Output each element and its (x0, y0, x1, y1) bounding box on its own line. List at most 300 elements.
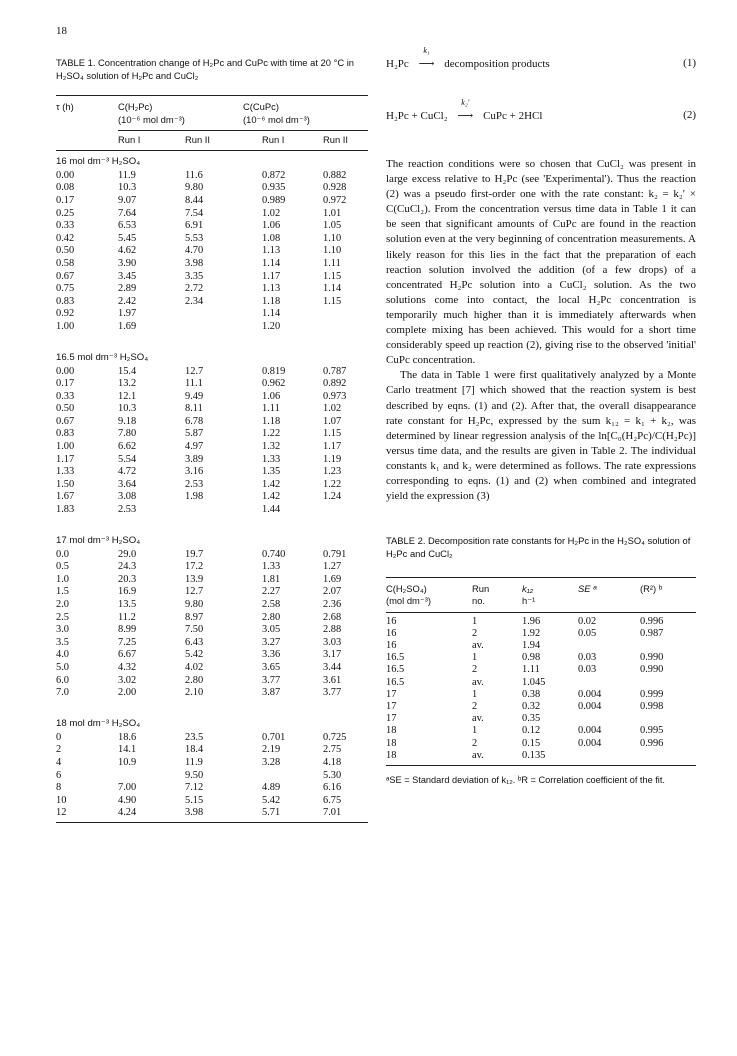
table-cell: 1.35 (262, 466, 281, 478)
table-cell: av. (472, 676, 484, 688)
table-row (56, 479, 368, 492)
table-cell: 3.17 (323, 649, 342, 661)
table-cell: 7.50 (185, 624, 204, 636)
table-cell: 2.89 (118, 283, 137, 295)
table-cell: 0.67 (56, 415, 75, 427)
table-cell: 9.18 (118, 415, 137, 427)
table1-section-label: 17 mol dm⁻³ H₂SO₄ (56, 534, 141, 546)
table-row (56, 195, 368, 208)
table-cell: 3.64 (118, 478, 137, 490)
run1-header-cupc: Run I (262, 131, 323, 147)
table-cell: 1 (472, 652, 478, 664)
table-row (56, 378, 368, 391)
table-row (56, 403, 368, 416)
table-cell: 17 (386, 713, 397, 725)
eq2-right: CuPc + 2HCl (483, 110, 543, 122)
table-cell: 6 (56, 769, 62, 781)
run2-header-cupc: Run II (323, 131, 368, 147)
table-cell: 5.53 (185, 232, 204, 244)
table-cell: 0.83 (56, 295, 75, 307)
equation-1 (386, 46, 696, 70)
eq2-rate-constant: k₂′ (461, 98, 470, 107)
table-cell: 5.42 (262, 794, 281, 806)
table-cell: 17.2 (185, 561, 204, 573)
table-cell: 10 (56, 794, 67, 806)
table-cell: 4.70 (185, 245, 204, 257)
table-cell: 0.03 (578, 652, 597, 664)
table-row (56, 586, 368, 599)
table-cell (640, 677, 696, 689)
table-cell: 10.3 (118, 182, 137, 194)
table-cell: 11.9 (185, 756, 203, 768)
table-row (56, 208, 368, 221)
table-cell: 4.97 (185, 441, 204, 453)
table-cell: 7.54 (185, 207, 204, 219)
table-cell: 2.80 (262, 611, 281, 623)
table-cell: 0.004 (578, 737, 602, 749)
table-cell: 2.42 (118, 295, 137, 307)
table1-bottom-rule (56, 822, 368, 823)
table-row (56, 428, 368, 441)
table-cell: 3.45 (118, 270, 137, 282)
table-cell: 6.53 (118, 220, 137, 232)
table-cell: 3.27 (262, 636, 281, 648)
table-cell: 6.78 (185, 415, 204, 427)
t2-col-run: Run (472, 583, 490, 595)
table-cell: 8.97 (185, 611, 204, 623)
table-cell: 0.35 (522, 713, 541, 725)
table-cell: 0.787 (323, 365, 347, 377)
table-cell: 4 (56, 756, 62, 768)
table-cell (262, 770, 323, 783)
table-row (56, 504, 368, 517)
equations-block (386, 46, 696, 157)
table-cell: 0.989 (262, 194, 286, 206)
table-cell: 2.80 (185, 674, 204, 686)
table-cell: 1.17 (323, 441, 342, 453)
table-cell: 4.32 (118, 661, 137, 673)
table-cell: 0.996 (640, 737, 664, 749)
table-row (56, 441, 368, 454)
col-tau-header: τ (h) (56, 101, 74, 112)
table-row (386, 701, 696, 713)
table-row (56, 491, 368, 504)
table-row (56, 732, 368, 745)
table-cell: 2.58 (262, 599, 281, 610)
table-cell: 1.15 (323, 270, 342, 282)
table-cell: 4.24 (118, 807, 137, 819)
table-cell: 11.1 (185, 378, 203, 390)
table-cell: 2 (472, 737, 478, 749)
table-cell: 0.98 (522, 652, 541, 664)
table-row (56, 308, 368, 321)
table-cell: 4.0 (56, 649, 69, 661)
table-cell: 11.6 (185, 169, 203, 181)
table-cell: 16.9 (118, 586, 137, 598)
eq1-right: decomposition products (444, 58, 550, 70)
table-cell: 0.0 (56, 548, 69, 560)
table-row (386, 738, 696, 750)
table-cell: 12.1 (118, 390, 137, 402)
table-cell: 1.01 (323, 207, 342, 219)
table-cell: 5.42 (185, 649, 204, 661)
table-cell: 7.0 (56, 687, 69, 699)
table-cell (323, 321, 368, 334)
body-paragraph-1: The reaction conditions were so chosen that CuCl₂ was present in large excess relative to H₂Pc (see 'Experimental'). Thus the reaction (2) was a pseudo first-order one with the rate constant: k₂ = k₂′ × C(CuCl₂). From the concentration versus time data in Table 1 it can be seen that significant amounts of CuPc are found in the reaction solution even at the very beginning of concentration measurements. A likely reason for this lies in the fact that the preparation of each reaction solution involved the addition (of a few drops) of a concentrated H₂Pc solution into a CuCl₂ solution. As the two solutions come into contact, the local H₂Pc concentration is temporarily much higher than it is immediately afterwards when complete mixing has been achieved. This would for a short time considerably speed up reaction (2), giving rise to the observed 'initial' CuPc concentration. (386, 158, 696, 367)
table-cell: 8.44 (185, 194, 204, 206)
table-cell: 2.72 (185, 283, 204, 295)
table-row (386, 689, 696, 701)
table-row (56, 391, 368, 404)
table-cell: 1.13 (262, 283, 281, 295)
eq2-arrow: k₂′ ⟶ (450, 109, 480, 122)
table-cell: 1.27 (323, 561, 342, 573)
table-cell: 3.02 (118, 674, 137, 686)
table-cell: 1.24 (323, 491, 342, 503)
table-row (56, 182, 368, 195)
table-cell: 18.6 (118, 731, 137, 743)
table-cell: 2.36 (323, 599, 342, 610)
table-cell: 5.54 (118, 453, 137, 465)
table-cell: 0.004 (578, 725, 602, 737)
table-cell: 1.83 (56, 504, 75, 516)
table1-header (56, 101, 368, 126)
table-cell: 3.5 (56, 636, 69, 648)
table-cell: 20.3 (118, 573, 137, 585)
table-cell: 1.20 (262, 320, 281, 332)
table2-header-rule (386, 612, 696, 613)
col-cupc-header: C(CuPc) (243, 101, 279, 112)
table-cell: 16.5 (386, 676, 405, 688)
table-cell: 0.935 (262, 182, 286, 194)
table-row (386, 750, 696, 762)
table-row (56, 170, 368, 183)
table-row (56, 549, 368, 562)
table1-section-label: 18 mol dm⁻³ H₂SO₄ (56, 717, 141, 729)
table-cell: 0.02 (578, 615, 597, 627)
table-cell: 3.16 (185, 466, 204, 478)
table1-section-table (56, 366, 368, 517)
table-row (56, 466, 368, 479)
table-cell: 1.0 (56, 573, 69, 585)
table-cell: 12 (56, 807, 67, 819)
table-cell: 16 (386, 627, 397, 639)
table-cell: 6.16 (323, 782, 342, 794)
table-cell: 0.928 (323, 182, 347, 194)
table-cell: 3.61 (323, 674, 342, 686)
table-cell: 23.5 (185, 731, 204, 743)
table-cell: 2 (472, 664, 478, 676)
table-cell: 0.973 (323, 390, 347, 402)
table-cell: 0 (56, 731, 62, 743)
table-cell: 7.64 (118, 207, 137, 219)
table-cell: 1.33 (56, 466, 75, 478)
table-cell: 13.2 (118, 378, 137, 390)
table-cell: 1.11 (323, 257, 341, 269)
table-cell: 1.11 (522, 664, 540, 676)
table-row (386, 652, 696, 664)
table-cell: 0.00 (56, 169, 75, 181)
table-cell: 16 (386, 615, 397, 627)
table-cell: 5.45 (118, 232, 137, 244)
table-cell: 0.00 (56, 365, 75, 377)
table-cell: 0.17 (56, 378, 75, 390)
table-cell: 1.14 (262, 257, 281, 269)
table-cell: 0.972 (323, 194, 347, 206)
table-cell: 1.10 (323, 232, 342, 244)
table-cell: 0.999 (640, 688, 664, 700)
table-cell: 18 (386, 737, 397, 749)
table-cell: 1.06 (262, 220, 281, 232)
table-row (56, 795, 368, 808)
table-row (56, 271, 368, 284)
table-cell: 2 (472, 627, 478, 639)
table-cell: 1.33 (262, 561, 281, 573)
table-row (56, 561, 368, 574)
table-cell: 0.33 (56, 220, 75, 232)
table-cell: 1 (472, 725, 478, 737)
table-cell: 1.045 (522, 676, 546, 688)
table-cell: 6.67 (118, 649, 137, 661)
table1-header-rule (56, 150, 368, 151)
table-cell: 1.42 (262, 478, 281, 490)
table-row (56, 366, 368, 379)
table-row (386, 677, 696, 689)
table-cell: 2.27 (262, 586, 281, 598)
table-row (56, 296, 368, 309)
table-cell: 1.08 (262, 232, 281, 244)
table-cell: 0.08 (56, 182, 75, 194)
eq1-left: H₂Pc (386, 58, 409, 70)
table-cell: 10.9 (118, 756, 137, 768)
table-cell: 0.05 (578, 627, 597, 639)
table1-section-table (56, 732, 368, 820)
table-cell: 17 (386, 688, 397, 700)
table-cell: 1.10 (323, 245, 342, 257)
table-cell: 1.17 (56, 453, 75, 465)
table-cell: 3.05 (262, 624, 281, 636)
table-cell: 0.819 (262, 365, 286, 377)
table-cell (185, 504, 262, 517)
table-cell: av. (472, 713, 484, 725)
table-cell: 6.43 (185, 636, 204, 648)
table-cell: 6.91 (185, 220, 204, 232)
table-cell: 1.92 (522, 627, 541, 639)
body-paragraph-2: The data in Table 1 were first qualitatively analyzed by a Monte Carlo treatment [7] which showed that the reaction system is best described by eqns. (1) and (2). After that, the overall disappearance rate constant for H₂Pc, expressed by the sum k₁₂ = k₁ + k₂, was determined by linear regression analysis of the ln[C₀(H₂Pc)/C(H₂Pc)] versus time data, and the results are given in Table 2. The individual constants k₁ and k₂ were determined as follows. The rate expressions corresponding to eqns. (1) and (2) when combined and integrated yield the expression (3) (386, 369, 696, 503)
run1-header-h2pc: Run I (118, 131, 185, 147)
table-cell: 5.15 (185, 794, 204, 806)
table-cell: 1.05 (323, 220, 342, 232)
table-cell: 3.87 (262, 687, 281, 699)
table-cell: 5.87 (185, 428, 204, 440)
table-row (56, 807, 368, 820)
table-cell: 19.7 (185, 548, 204, 560)
table-cell: 4.02 (185, 661, 204, 673)
table-cell: 18 (386, 725, 397, 737)
table-cell: 0.32 (522, 700, 541, 712)
table-cell: 2.07 (323, 586, 342, 598)
table-cell: 3.77 (262, 674, 281, 686)
run2-header-h2pc: Run II (185, 131, 262, 147)
table-cell: 3.65 (262, 661, 281, 673)
eq1-rate-constant: k₁ (423, 46, 430, 55)
table-cell (578, 677, 640, 689)
table2-body (386, 616, 696, 762)
table-cell: 6.75 (323, 794, 342, 806)
table-cell: 16.5 (386, 652, 405, 664)
table-cell: 1.22 (262, 428, 281, 440)
table-cell: 3.98 (185, 807, 204, 819)
table-row (56, 233, 368, 246)
table-cell: 7.00 (118, 782, 137, 794)
table-cell: 3.35 (185, 270, 204, 282)
table-cell: 29.0 (118, 548, 137, 560)
table-cell: 5.71 (262, 807, 281, 819)
table-cell: 9.49 (185, 390, 204, 402)
table-cell: 0.17 (56, 194, 75, 206)
table-cell: 1.42 (262, 491, 281, 503)
table-cell: 0.5 (56, 561, 69, 573)
table-cell: 1.18 (262, 295, 281, 307)
table-cell (323, 504, 368, 517)
table-cell: 0.42 (56, 232, 75, 244)
table-cell: 9.80 (185, 599, 204, 610)
table-row (56, 454, 368, 467)
table-cell: 0.872 (262, 169, 286, 181)
table-cell: 9.07 (118, 194, 137, 206)
table-cell: 1.19 (323, 453, 342, 465)
table-row (56, 744, 368, 757)
table-row (56, 637, 368, 650)
table-row (56, 599, 368, 612)
table-cell: 1.96 (522, 615, 541, 627)
table-cell: 17 (386, 700, 397, 712)
table-row (56, 675, 368, 688)
equation-2 (386, 98, 696, 122)
table-cell (578, 713, 640, 725)
table-cell: 1.97 (118, 308, 137, 320)
table-cell: 1 (472, 688, 478, 700)
eq2-left: H₂Pc + CuCl₂ (386, 110, 448, 122)
table1-section-table (56, 549, 368, 700)
table-cell: 10.3 (118, 403, 137, 415)
table-cell: 0.701 (262, 731, 286, 743)
table-cell: 1.94 (522, 639, 541, 651)
table-cell: 12.7 (185, 586, 204, 598)
table-cell: 0.990 (640, 664, 664, 676)
table-cell: 1.23 (323, 466, 342, 478)
table-cell: 1.06 (262, 390, 281, 402)
table-cell: 0.67 (56, 270, 75, 282)
table-cell: 0.03 (578, 664, 597, 676)
table-cell (640, 640, 696, 652)
table-row (386, 713, 696, 725)
table-cell: 2.10 (185, 687, 204, 699)
table-row (56, 782, 368, 795)
table-cell: 1.81 (262, 573, 281, 585)
table-cell: 1.50 (56, 478, 75, 490)
table-cell: 1.07 (323, 415, 342, 427)
table1-block (56, 57, 368, 823)
table-cell: 1.00 (56, 320, 75, 332)
table-cell: 2.53 (185, 478, 204, 490)
table-cell: 11.9 (118, 169, 136, 181)
table-cell: 3.44 (323, 661, 342, 673)
table-row (56, 757, 368, 770)
table-cell: 1.32 (262, 441, 281, 453)
table1-body (56, 154, 368, 820)
table-row (56, 624, 368, 637)
table-cell: 18 (386, 749, 397, 761)
col-h2pc-unit: (10⁻⁶ mol dm⁻³) (118, 113, 185, 125)
table-cell: 0.12 (522, 725, 541, 737)
table-cell: 0.882 (323, 169, 347, 181)
table-cell: 0.987 (640, 627, 664, 639)
table-cell: 4.62 (118, 245, 137, 257)
table-row (56, 258, 368, 271)
table-cell: 18.4 (185, 744, 204, 756)
table-cell: 1.98 (185, 491, 204, 503)
table-cell: 13.9 (185, 573, 204, 585)
table-row (386, 664, 696, 676)
t2-col-k: k₁₂ (522, 583, 534, 595)
eq1-number: (1) (683, 57, 696, 69)
table-cell: 1.67 (56, 491, 75, 503)
table1-section-label: 16.5 mol dm⁻³ H₂SO₄ (56, 351, 149, 363)
table-cell: 1.11 (262, 403, 280, 415)
table-cell: 1.02 (323, 403, 342, 415)
t2-col-se: SE ᵃ (578, 583, 597, 595)
table-cell (640, 750, 696, 762)
table-row (56, 649, 368, 662)
table-cell: 2.88 (323, 624, 342, 636)
table-row (386, 628, 696, 640)
table-cell: 2.75 (323, 744, 342, 756)
table1-caption: TABLE 1. Concentration change of H₂Pc and CuPc with time at 20 °C in H₂SO₄ solution of H₂Pc and CuCl₂ (56, 57, 354, 81)
table-cell: 1.69 (323, 573, 342, 585)
table-cell: 2.19 (262, 744, 281, 756)
table-cell: 0.996 (640, 615, 664, 627)
table-cell: 7.12 (185, 782, 204, 794)
table-cell: 1.18 (262, 415, 281, 427)
table-cell: 14.1 (118, 744, 137, 756)
table-cell: 16.5 (386, 664, 405, 676)
page-number: 18 (56, 25, 67, 37)
table-row (56, 283, 368, 296)
table-cell: 0.998 (640, 700, 664, 712)
table-cell: 0.38 (522, 688, 541, 700)
table-cell: 0.962 (262, 378, 286, 390)
table-cell: 2 (472, 700, 478, 712)
table-cell: 4.89 (262, 782, 281, 794)
table-cell: av. (472, 749, 484, 761)
table1-run-header (56, 130, 368, 147)
eq1-arrow: k₁ ⟶ (412, 57, 442, 70)
table-cell: 0.990 (640, 652, 664, 664)
table-cell: 3.08 (118, 491, 137, 503)
table-cell (640, 713, 696, 725)
table-cell: 2.34 (185, 295, 204, 307)
table-cell: 8.99 (118, 624, 137, 636)
table-cell: 3.03 (323, 636, 342, 648)
table-cell (578, 640, 640, 652)
table-row (56, 220, 368, 233)
table-cell: 1.14 (323, 283, 342, 295)
table2-top-rule (386, 577, 696, 578)
table-cell: 2 (56, 744, 62, 756)
table-cell: 1.44 (262, 504, 281, 516)
table-cell: 0.15 (522, 737, 541, 749)
